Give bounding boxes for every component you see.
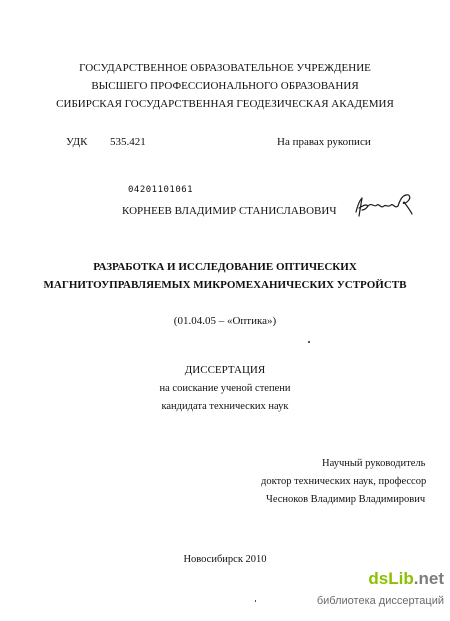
supervisor-name: Чесноков Владимир Владимирович [266,494,426,505]
author-name: КОРНЕЕВ ВЛАДИМИР СТАНИСЛАВОВИЧ [122,205,337,217]
watermark-brand-tld: .net [413,569,444,588]
udk-label: УДК [66,136,88,148]
watermark-brand [368,569,444,589]
registration-code: 04201101061 [128,185,194,195]
scan-speck [255,600,256,602]
udk-value: 535.421 [110,136,146,148]
author-signature [352,192,416,222]
rights-notice: На правах рукописи [277,136,371,148]
dissertation-heading: ДИССЕРТАЦИЯ [184,364,266,376]
header-line-1: ГОСУДАРСТВЕННОЕ ОБРАЗОВАТЕЛЬНОЕ УЧРЕЖДЕНИЕ [79,62,371,74]
specialty-code: (01.04.05 – «Оптика») [173,315,277,327]
thesis-title-line-1: РАЗРАБОТКА И ИССЛЕДОВАНИЕ ОПТИЧЕСКИХ [93,261,357,273]
watermark-subtitle: библиотека диссертаций [316,595,444,607]
supervisor-degree: доктор технических наук, профессор [261,476,427,487]
supervisor-role: Научный руководитель [322,458,426,469]
scan-speck [308,341,310,343]
dslib-watermark[interactable] [316,569,444,615]
thesis-title-line-2: МАГНИТОУПРАВЛЯЕМЫХ МИКРОМЕХАНИЧЕСКИХ УСТРОЙСТВ [43,279,407,291]
watermark-brand-main: dsLib [368,569,414,588]
degree-line-1: на соискание ученой степени [159,383,291,394]
city-year: Новосибирск 2010 [183,554,267,565]
header-line-3: СИБИРСКАЯ ГОСУДАРСТВЕННАЯ ГЕОДЕЗИЧЕСКАЯ АКАДЕМИЯ [56,98,394,110]
degree-line-2: кандидата технических наук [161,401,289,412]
header-line-2: ВЫСШЕГО ПРОФЕССИОНАЛЬНОГО ОБРАЗОВАНИЯ [91,80,359,92]
